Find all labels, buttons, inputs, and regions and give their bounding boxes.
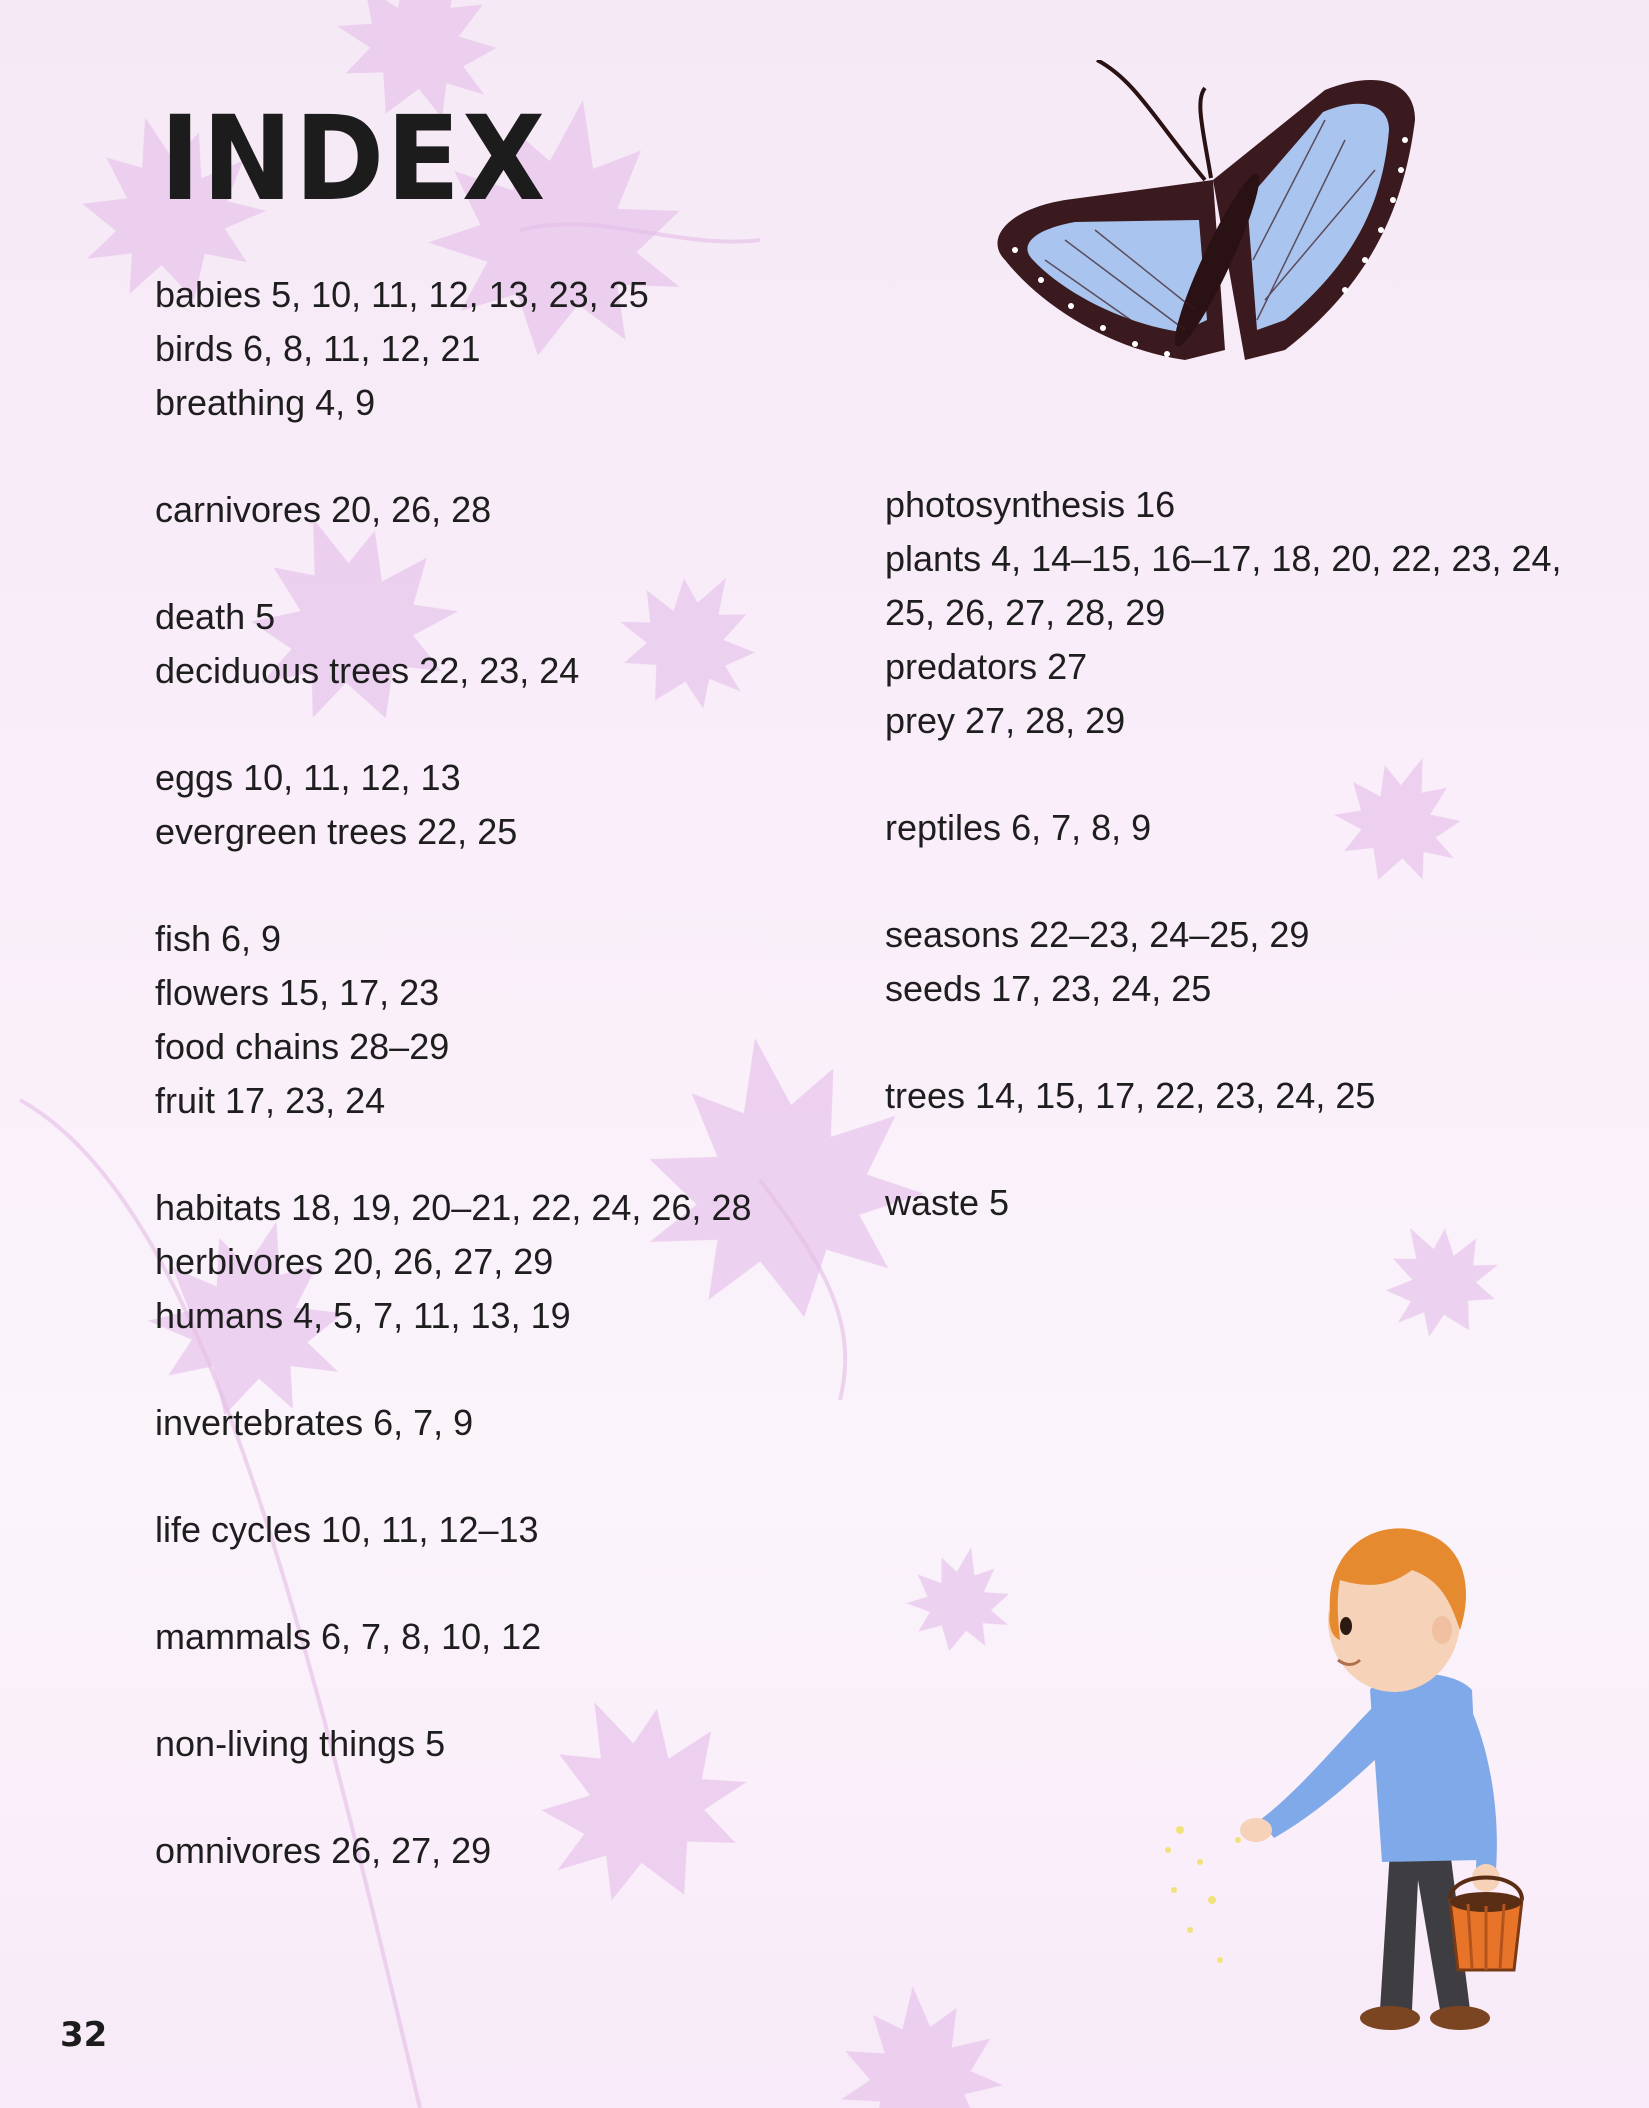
index-term: flowers: [155, 972, 270, 1013]
index-pages: 16: [1135, 484, 1176, 525]
index-term: fish: [155, 918, 212, 959]
index-pages: 18, 19, 20–21, 22, 24, 26, 28: [291, 1187, 752, 1228]
index-group: [155, 1610, 795, 1664]
index-entry: [155, 1503, 795, 1557]
index-pages: 4, 5, 7, 11, 13, 19: [293, 1295, 571, 1336]
index-term: omnivores: [155, 1830, 322, 1871]
index-pages: 10, 11, 12–13: [321, 1509, 539, 1550]
index-pages: 6, 9: [221, 918, 282, 959]
index-entry: [155, 1235, 795, 1289]
index-entry: [155, 1181, 795, 1235]
index-entry: [155, 1020, 795, 1074]
index-term: plants: [885, 538, 982, 579]
index-pages: 5: [425, 1723, 446, 1764]
index-term: seeds: [885, 968, 982, 1009]
index-entry: [885, 478, 1605, 532]
index-term: photosynthesis: [885, 484, 1126, 525]
index-term: trees: [885, 1075, 966, 1116]
index-group: [885, 1069, 1605, 1123]
index-pages: 27, 28, 29: [965, 700, 1126, 741]
boy-sowing-seeds-illustration: [1150, 1490, 1570, 2050]
index-entry-continuation: [885, 586, 1605, 640]
index-term: breathing: [155, 382, 306, 423]
index-term: fruit: [155, 1080, 216, 1121]
index-pages: 20, 26, 28: [331, 489, 492, 530]
index-column-left: [155, 268, 795, 1931]
index-term: eggs: [155, 757, 234, 798]
index-entry: [155, 1824, 795, 1878]
index-term: seasons: [885, 914, 1020, 955]
index-pages: 4, 14–15, 16–17, 18, 20, 22, 23, 24,: [991, 538, 1562, 579]
index-entry: [885, 962, 1605, 1016]
index-term: carnivores: [155, 489, 322, 530]
index-entry: [155, 1717, 795, 1771]
index-entry: [155, 483, 795, 537]
index-entry: [885, 640, 1605, 694]
index-term: death: [155, 596, 246, 637]
index-term: reptiles: [885, 807, 1002, 848]
index-group: [155, 268, 795, 430]
index-entry: [155, 1289, 795, 1343]
index-entry: [155, 268, 795, 322]
index-pages: 26, 27, 29: [331, 1830, 492, 1871]
index-term: babies: [155, 274, 262, 315]
index-entry: [885, 801, 1605, 855]
index-entry: [155, 644, 795, 698]
index-entry: [155, 1396, 795, 1450]
index-column-right: [885, 478, 1605, 1283]
index-term: waste: [885, 1182, 980, 1223]
page-title: INDEX: [160, 92, 548, 227]
index-group: [885, 801, 1605, 855]
index-entry: [155, 322, 795, 376]
index-entry: [155, 590, 795, 644]
index-term: herbivores: [155, 1241, 324, 1282]
index-term: non-living things: [155, 1723, 416, 1764]
index-group: [155, 590, 795, 698]
index-group: [155, 1717, 795, 1771]
index-entry: [885, 908, 1605, 962]
index-pages: 14, 15, 17, 22, 23, 24, 25: [975, 1075, 1376, 1116]
index-pages: 15, 17, 23: [279, 972, 440, 1013]
index-group: [885, 1176, 1605, 1230]
index-term: birds: [155, 328, 234, 369]
index-entry: [885, 1069, 1605, 1123]
index-pages: 6, 8, 11, 12, 21: [243, 328, 481, 369]
index-term: life cycles: [155, 1509, 312, 1550]
page-number: 32: [60, 2015, 108, 2055]
index-entry: [885, 694, 1605, 748]
index-term: food chains: [155, 1026, 340, 1067]
index-pages: 22, 25: [417, 811, 518, 852]
index-pages: 4, 9: [315, 382, 376, 423]
index-group: [155, 483, 795, 537]
index-entry: [155, 912, 795, 966]
index-entry: [155, 751, 795, 805]
index-pages: 17, 23, 24: [225, 1080, 386, 1121]
index-group: [885, 478, 1605, 748]
index-pages: 5, 10, 11, 12, 13, 23, 25: [271, 274, 649, 315]
index-entry: [155, 966, 795, 1020]
index-group: [155, 751, 795, 859]
index-entry: [155, 376, 795, 430]
index-pages: 22, 23, 24: [419, 650, 580, 691]
index-pages: 27: [1047, 646, 1088, 687]
index-pages: 20, 26, 27, 29: [333, 1241, 554, 1282]
index-entry: [885, 1176, 1605, 1230]
index-pages: 22–23, 24–25, 29: [1029, 914, 1310, 955]
index-pages: 10, 11, 12, 13: [243, 757, 461, 798]
index-group: [155, 1824, 795, 1878]
index-entry: [885, 532, 1605, 586]
index-pages: 25, 26, 27, 28, 29: [885, 592, 1166, 633]
index-pages: 6, 7, 8, 10, 12: [321, 1616, 542, 1657]
index-pages: 6, 7, 9: [373, 1402, 474, 1443]
index-term: invertebrates: [155, 1402, 364, 1443]
index-entry: [155, 805, 795, 859]
index-term: prey: [885, 700, 956, 741]
index-pages: 6, 7, 8, 9: [1011, 807, 1152, 848]
index-group: [155, 1396, 795, 1450]
index-group: [155, 912, 795, 1128]
index-term: evergreen trees: [155, 811, 408, 852]
index-group: [155, 1503, 795, 1557]
index-group: [155, 1181, 795, 1343]
index-term: humans: [155, 1295, 284, 1336]
index-pages: 17, 23, 24, 25: [991, 968, 1212, 1009]
index-term: mammals: [155, 1616, 312, 1657]
index-pages: 5: [989, 1182, 1010, 1223]
index-pages: 28–29: [349, 1026, 450, 1067]
index-entry: [155, 1610, 795, 1664]
butterfly-illustration: [985, 60, 1425, 390]
index-term: predators: [885, 646, 1038, 687]
index-pages: 5: [255, 596, 276, 637]
index-term: habitats: [155, 1187, 282, 1228]
index-group: [885, 908, 1605, 1016]
index-entry: [155, 1074, 795, 1128]
index-term: deciduous trees: [155, 650, 410, 691]
